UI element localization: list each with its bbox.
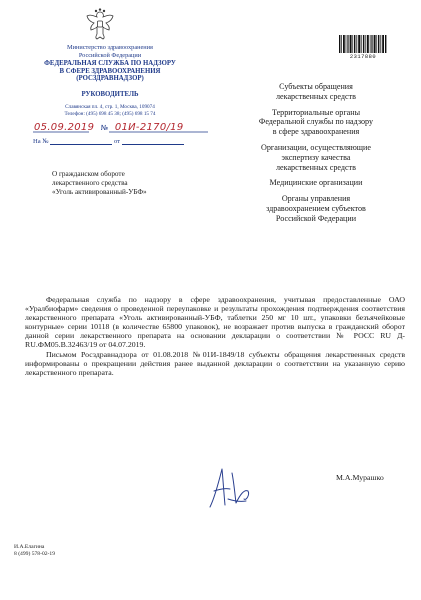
recipient-line: экспертизу качества xyxy=(281,152,351,162)
address-block xyxy=(10,104,210,117)
recipient-line: Федеральной службы по надзору xyxy=(258,117,374,127)
service-line: В СФЕРЕ ЗДРАВООХРАНЕНИЯ xyxy=(59,67,161,75)
head-title: РУКОВОДИТЕЛЬ xyxy=(81,91,139,98)
recipient-line: в сфере здравоохранения xyxy=(272,127,360,137)
from-label: от xyxy=(113,138,121,145)
recipient-line: Территориальные органы xyxy=(271,107,361,117)
service-name xyxy=(10,60,210,83)
recipient-line: лекарственных средств xyxy=(276,162,356,172)
executor-name: И.А.Елагина xyxy=(14,544,45,550)
body-paragraph: Федеральная служба по надзору в сфере здравоохранения, учитывая предоставленные ОАО «Уралбиофарм» сведения о проведенной переупаковке и результаты прохождения подтверждения соответствия лекарственного препарата «Уголь активированный-УБФ, таблетки 250 мг 10 шт., упаковки безъячейковые контурные» серии 10118 (в количестве 65800 упаковок), не возражает против выпуска в гражданский оборот данной серии лекарственного препарата на основании декларации о соответствии № РОСС RU Д-RU.ФМ05.В.32463/19 от 04.07.2019. xyxy=(25,295,405,350)
from-blank xyxy=(122,137,184,145)
letter-subject xyxy=(52,170,202,197)
recipient xyxy=(226,178,406,188)
recipient-line: Субъекты обращения xyxy=(279,82,353,91)
recipient xyxy=(226,143,406,172)
subject-line: лекарственного средства xyxy=(52,179,128,187)
recipient-line: здравоохранением субъектов xyxy=(266,203,366,213)
recipient xyxy=(226,108,406,137)
registration-date: 05.09.2019 xyxy=(34,122,95,133)
address-line: Телефон: (495) 698 45 38; (495) 698 15 74 xyxy=(64,110,156,117)
letter-body xyxy=(25,295,405,377)
registration-underline xyxy=(33,131,208,133)
subject-line: «Уголь активированный-УБФ» xyxy=(52,188,147,196)
signer-name: М.А.Мурашко xyxy=(336,473,384,482)
ministry-name xyxy=(10,44,210,59)
registration-number: 01И-2170/19 xyxy=(114,122,184,133)
subject-line: О гражданском обороте xyxy=(52,170,125,178)
barcode xyxy=(339,35,387,53)
reference-blank xyxy=(50,137,112,145)
recipient-line: Медицинские организации xyxy=(269,178,363,188)
service-line: (РОСЗДРАВНАДЗОР) xyxy=(76,75,144,83)
recipients-block xyxy=(226,82,406,230)
recipient-line: лекарственных средств xyxy=(276,91,356,101)
reference-line xyxy=(33,137,184,145)
barcode-number: 2317880 xyxy=(349,54,377,60)
recipient-line: Организации, осуществляющие xyxy=(261,142,371,152)
ministry-line: Российской Федерации xyxy=(78,51,142,59)
recipient xyxy=(226,194,406,223)
recipient xyxy=(226,82,406,102)
executor-phone: 8 (499) 578-02-19 xyxy=(14,551,56,558)
reference-label: На № xyxy=(33,138,49,145)
ministry-line: Министерство здравоохранения xyxy=(67,44,153,51)
executor-block xyxy=(14,544,55,559)
recipient-line: Органы управления xyxy=(281,194,351,204)
handwritten-signature xyxy=(200,455,280,515)
body-paragraph: Письмом Росздравнадзора от 01.08.2018 №01И-1849/18 субъекты обращения лекарственных средств информированы о прекращении действия ранее выданной декларации о соответствии на указанную серию лекарственного препарата. xyxy=(25,349,405,377)
recipient-line: Российской Федерации xyxy=(275,213,357,223)
number-label: № xyxy=(100,124,109,132)
service-line: ФЕДЕРАЛЬНАЯ СЛУЖБА ПО НАДЗОРУ xyxy=(44,60,176,67)
coat-of-arms-emblem xyxy=(84,8,116,42)
address-line: Славянская пл. 4, стр. 1, Москва, 109074 xyxy=(65,104,155,110)
